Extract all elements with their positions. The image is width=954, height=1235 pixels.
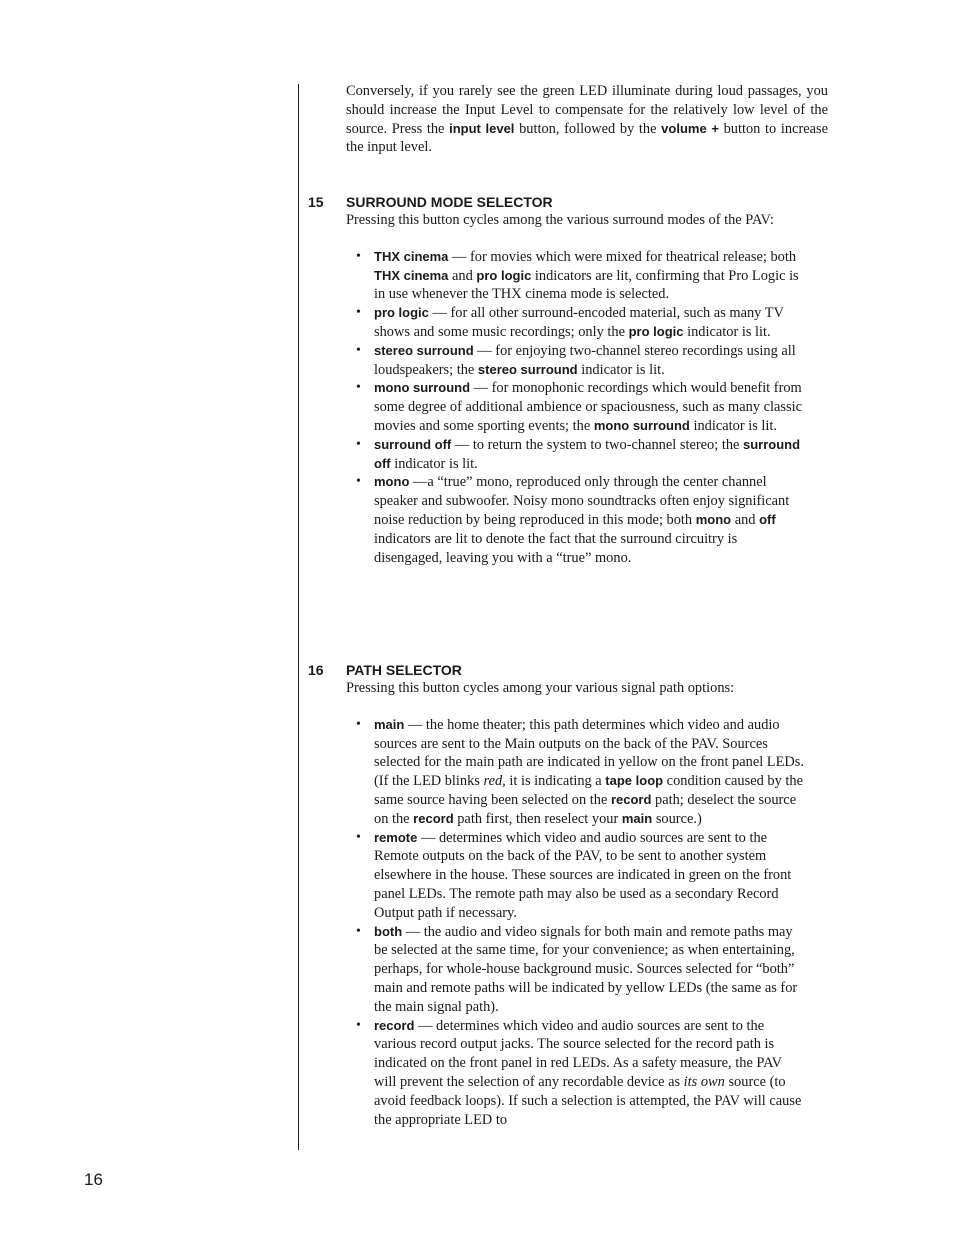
surround-mode-list (308, 248, 838, 568)
section-lead: Pressing this button cycles among your various signal path options: (346, 680, 735, 696)
text: and (448, 267, 477, 284)
term: pro logic (628, 323, 684, 339)
term: input level (449, 120, 515, 136)
section-number: 16 (308, 662, 324, 678)
text: Conversely, if you rarely see the green LED illuminate during loud passages, you should increase the Input Level to compensate for the relatively low level of the source. Press the (346, 83, 828, 137)
text: indicator is lit. (390, 455, 478, 472)
bullet-icon: • (356, 474, 361, 490)
section-number: 15 (308, 194, 324, 210)
text: source.) (652, 810, 702, 827)
emphasis: red (483, 773, 503, 790)
margin-rule (298, 84, 299, 1150)
term: THX cinema (374, 267, 449, 283)
text: indicators are lit, confirming that Pro Logic is in use whenever the THX cinema mode is selected. (374, 267, 799, 303)
bullet-icon: • (356, 829, 361, 845)
term: remote (374, 829, 418, 845)
term: surround off (374, 436, 801, 471)
text: path; deselect the source on the (374, 791, 797, 827)
text: source (to avoid feedback loops). If such a selection is attempted, the PAV will cause the appropriate LED to (374, 1073, 802, 1128)
text: — for movies which were mixed for theatrical release; both (448, 248, 797, 265)
list-item (308, 342, 804, 380)
term: stereo surround (374, 342, 474, 358)
term: mono (374, 474, 410, 490)
text: button, followed by the (514, 120, 662, 137)
term: main (621, 810, 653, 826)
section-title: SURROUND MODE SELECTOR (346, 194, 553, 210)
list-item (308, 248, 804, 304)
text: — the home theater; this path determines which video and audio sources are sent to the Main outputs on the back of the PAV. Sources selected for the main path are indicated in yellow on the front panel LEDs. (If the LED blinks (374, 716, 804, 790)
term: tape loop (605, 773, 664, 789)
term: off (759, 511, 776, 527)
section-path-selector (308, 661, 838, 1129)
term: mono surround (374, 380, 471, 396)
term: record (374, 1017, 415, 1033)
emphasis: its own (683, 1073, 725, 1090)
bullet-icon: • (356, 380, 361, 396)
term: volume + (661, 120, 719, 136)
term: THX cinema (374, 248, 449, 264)
list-item (308, 436, 804, 474)
text: and (731, 511, 760, 528)
bullet-icon: • (356, 1017, 361, 1033)
section-heading (308, 193, 838, 211)
text: indicators are lit to denote the fact that the surround circuitry is disengaged, leaving you with a “true” mono. (374, 530, 738, 566)
bullet-icon: • (356, 342, 361, 358)
list-item (308, 473, 804, 567)
intro-paragraph (346, 82, 828, 157)
text: — for monophonic recordings which would benefit from some degree of additional ambience or spaciousness, such as many classic movies and some sporting events; the (374, 380, 802, 434)
term: both (374, 923, 403, 939)
list-item (308, 379, 804, 435)
term: stereo surround (477, 361, 578, 377)
term: pro logic (476, 267, 532, 283)
text: button to increase the input level. (346, 120, 829, 156)
term: surround off (374, 436, 452, 452)
term: record (413, 810, 454, 826)
text: — to return the system to two-channel stereo; the (451, 436, 743, 453)
path-list (308, 716, 838, 1130)
text: , it is indicating a (502, 773, 606, 790)
list-item (308, 716, 804, 829)
term: pro logic (374, 305, 429, 321)
text: — determines which video and audio sources are sent to the various record output jacks. The source selected for the record path is indicated on the front panel in red LEDs. As a safety measure, the PAV will prevent the selection of any recordable device as (374, 1017, 782, 1090)
text: indicator is lit. (577, 361, 665, 378)
list-item (308, 923, 804, 1017)
section-heading (308, 661, 838, 679)
list-item (308, 1017, 804, 1130)
text: —a “true” mono, reproduced only through the center channel speaker and subwoofer. Noisy mono soundtracks often enjoy significant noise reduction by being reproduced in this mode; both (374, 474, 790, 528)
section-surround-mode (308, 193, 838, 567)
text: — the audio and video signals for both main and remote paths may be selected at the same time, for your convenience; as when entertaining, perhaps, for whole-house background music. Sources selected for “both” main and remote paths will be indicated by yellow LEDs (the same as for the main signal path). (374, 923, 798, 1015)
bullet-icon: • (356, 248, 361, 264)
bullet-icon: • (356, 305, 361, 321)
section-lead: Pressing this button cycles among the various surround modes of the PAV: (346, 212, 774, 228)
section-title: PATH SELECTOR (346, 662, 462, 678)
term: main (374, 716, 405, 732)
text: indicator is lit. (683, 323, 771, 340)
text: — for all other surround-encoded material, such as many TV shows and some music recordings; only the (374, 305, 784, 340)
text: — for enjoying two-channel stereo recordings using all loudspeakers; the (374, 342, 796, 378)
list-item (308, 829, 804, 923)
text: indicator is lit. (689, 417, 778, 434)
bullet-icon: • (356, 436, 361, 452)
term: record (610, 791, 652, 807)
page-number: 16 (84, 1170, 103, 1189)
text: — determines which video and audio sources are sent to the Remote outputs on the back of the PAV, to be sent to another system elsewhere in the house. These sources are indicated in green on the front panel LEDs. The remote path may also be used as a secondary Record Output path if necessary. (374, 829, 792, 921)
term: mono surround (593, 417, 690, 433)
term: mono (695, 511, 732, 527)
bullet-icon: • (356, 716, 361, 732)
list-item (308, 304, 804, 342)
text: condition caused by the same source having been selected on the (374, 773, 803, 808)
bullet-icon: • (356, 923, 361, 939)
text: path first, then reselect your (453, 810, 622, 827)
